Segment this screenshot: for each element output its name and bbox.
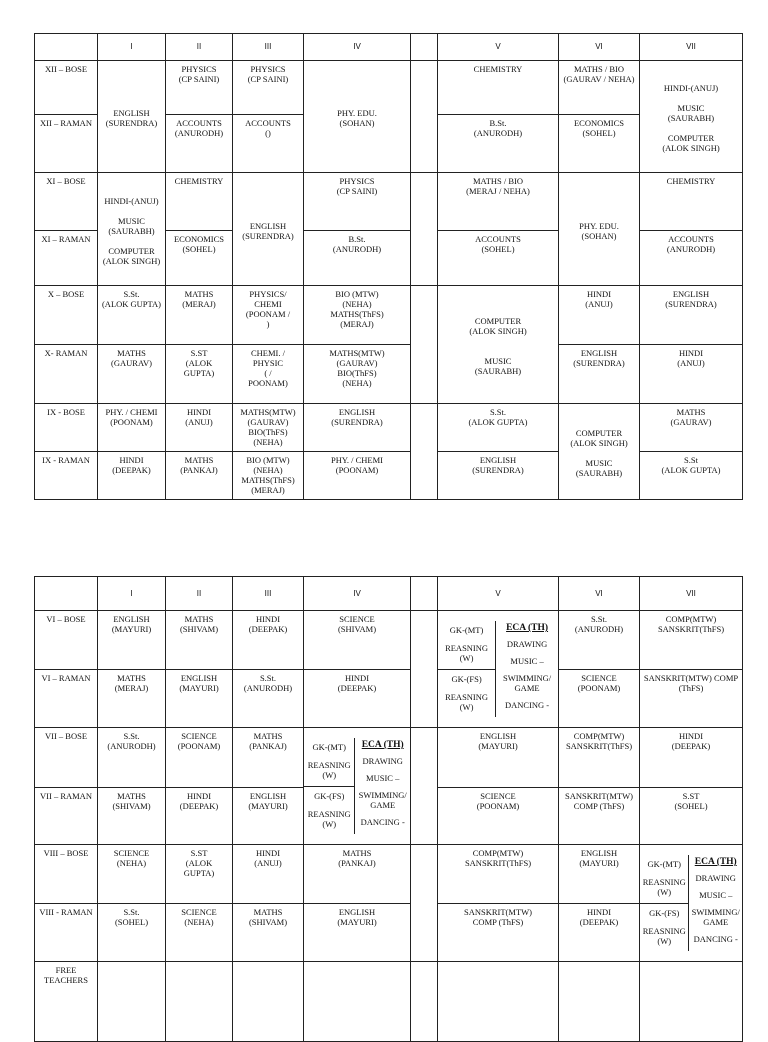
row-viii-raman — [35, 903, 743, 962]
header-period-7: VII — [640, 577, 743, 611]
row-vii-bose — [35, 728, 743, 788]
cell: ENGLISH (MAYURI) — [166, 669, 233, 728]
gk-fs-label: GK-(FS) — [438, 669, 495, 690]
break-column — [411, 577, 438, 611]
row-xi-bose — [35, 173, 743, 231]
gk-mt-label: GK-(MT) — [449, 625, 484, 635]
class-label: IX - BOSE — [35, 404, 98, 452]
reasoning-label: REASNING (W) — [307, 760, 351, 780]
header-period-2: II — [166, 577, 233, 611]
break-column — [411, 286, 438, 404]
header-period-4: IV — [304, 34, 411, 61]
cell: HINDI (DEEPAK) — [559, 903, 640, 962]
cell: ENGLISH (MAYURI) — [98, 611, 166, 670]
cell: SCIENCE (NEHA) — [166, 903, 233, 962]
cell: SANSKRIT(MTW) COMP (ThFS) — [438, 903, 559, 962]
cell: ACCOUNTS (ANURODH) — [640, 231, 743, 286]
reasoning-label: REASNING (W) — [642, 877, 686, 897]
header-corner — [35, 34, 98, 61]
cell: ENGLISH (SURENDRA) — [98, 61, 166, 173]
gk-fs-label: GK-(FS) — [640, 903, 688, 924]
cell: ENGLISH (SURENDRA) — [438, 452, 559, 500]
cell: MATHS (SHIVAM) — [98, 787, 166, 845]
cell: BIO (MTW) (NEHA) MATHS(ThFS) (MERAJ) — [304, 286, 411, 345]
cell: B.St. (ANURODH) — [438, 115, 559, 173]
cell: ENGLISH (MAYURI) — [304, 903, 411, 962]
eca-grid — [438, 621, 558, 717]
cell: MATHS (GAURAV) — [98, 345, 166, 404]
row-x-raman — [35, 345, 743, 404]
cell — [166, 962, 233, 1042]
break-column — [411, 845, 438, 962]
break-column — [411, 404, 438, 500]
cell: CHEMISTRY — [640, 173, 743, 231]
cell: CHEMISTRY — [166, 173, 233, 231]
row-x-bose — [35, 286, 743, 345]
cell: MATHS (SHIVAM) — [166, 611, 233, 670]
eca-grid — [640, 855, 742, 951]
row-ix-bose — [35, 404, 743, 452]
break-column — [411, 962, 438, 1042]
row-vi-raman — [35, 669, 743, 728]
cell — [438, 962, 559, 1042]
eca-activity-column — [496, 621, 558, 717]
cell: PHYSICS (CP SAINI) — [166, 61, 233, 115]
cell: PHY. EDU. (SOHAN) — [559, 173, 640, 286]
class-label: XI – RAMAN — [35, 231, 98, 286]
cell — [233, 962, 304, 1042]
class-label: VI – RAMAN — [35, 669, 98, 728]
cell: ECONOMICS (SOHEL) — [559, 115, 640, 173]
eca-dancing: DANCING - — [693, 934, 738, 944]
eca-block-vii — [304, 728, 411, 845]
cell: ENGLISH (SURENDRA) — [304, 404, 411, 452]
cell: S.ST (ALOK GUPTA) — [166, 845, 233, 904]
cell — [640, 962, 743, 1042]
row-xii-bose — [35, 61, 743, 115]
cell: HINDI-(ANUJ) MUSIC (SAURABH) COMPUTER (ALOK SINGH) — [98, 173, 166, 286]
break-column — [411, 728, 438, 845]
eca-swimming: SWIMMING/ GAME — [691, 907, 740, 927]
cell: PHYSICS/ CHEMI (POONAM / ) — [233, 286, 304, 345]
eca-swimming: SWIMMING/ GAME — [502, 673, 552, 693]
cell: S.St. (ANURODH) — [98, 728, 166, 788]
cell: SCIENCE (SHIVAM) — [304, 611, 411, 670]
cell — [98, 962, 166, 1042]
cell: HINDI (DEEPAK) — [166, 787, 233, 845]
class-label: X – BOSE — [35, 286, 98, 345]
eca-swimming: SWIMMING/ GAME — [358, 790, 407, 810]
header-period-6: VI — [559, 34, 640, 61]
cell: SANSKRIT(MTW) COMP (ThFS) — [640, 669, 743, 728]
class-label: VIII - RAMAN — [35, 903, 98, 962]
cell: BIO (MTW) (NEHA) MATHS(ThFS) (MERAJ) — [233, 452, 304, 500]
cell: HINDI (ANUJ) — [559, 286, 640, 345]
cell: MATHS (PANKAJ) — [166, 452, 233, 500]
eca-drawing: DRAWING — [362, 756, 403, 766]
class-label: FREE TEACHERS — [35, 962, 98, 1042]
cell: MATHS (PANKAJ) — [304, 845, 411, 904]
cell: ECONOMICS (SOHEL) — [166, 231, 233, 286]
cell: ENGLISH (MAYURI) — [559, 845, 640, 904]
eca-music: MUSIC – — [510, 656, 544, 666]
timetable-senior — [34, 33, 743, 500]
cell: ENGLISH (MAYURI) — [438, 728, 559, 788]
header-period-4: IV — [304, 577, 411, 611]
reasoning-label: REASNING (W) — [642, 926, 686, 946]
cell: PHY. / CHEMI (POONAM) — [304, 452, 411, 500]
header-row — [35, 577, 743, 611]
header-period-6: VI — [559, 577, 640, 611]
cell: SCIENCE (POONAM) — [438, 787, 559, 845]
cell: CHEMISTRY — [438, 61, 559, 115]
reasoning-label: REASNING (W) — [445, 643, 489, 663]
class-label: VI – BOSE — [35, 611, 98, 670]
class-label: VII – RAMAN — [35, 787, 98, 845]
cell: HINDI (DEEPAK) — [98, 452, 166, 500]
cell: PHYSICS (CP SAINI) — [233, 61, 304, 115]
cell: HINDI (DEEPAK) — [640, 728, 743, 788]
cell: S.St. (SOHEL) — [98, 903, 166, 962]
cell: MATHS (SHIVAM) — [233, 903, 304, 962]
class-label: XII – BOSE — [35, 61, 98, 115]
cell: HINDI-(ANUJ) MUSIC (SAURABH) COMPUTER (ALOK SINGH) — [640, 61, 743, 173]
row-viii-bose — [35, 845, 743, 904]
break-column — [411, 173, 438, 286]
gk-mt-label: GK-(MT) — [312, 742, 346, 752]
cell: ENGLISH (SURENDRA) — [559, 345, 640, 404]
reasoning-label: REASNING (W) — [445, 692, 489, 712]
eca-block-vi — [438, 611, 559, 728]
cell: S.St. (ALOK GUPTA) — [438, 404, 559, 452]
cell: B.St. (ANURODH) — [304, 231, 411, 286]
cell: COMPUTER (ALOK SINGH) MUSIC (SAURABH) — [438, 286, 559, 404]
header-period-5: V — [438, 577, 559, 611]
cell: MATHS / BIO (MERAJ / NEHA) — [438, 173, 559, 231]
eca-music: MUSIC – — [366, 773, 400, 783]
cell: COMP(MTW) SANSKRIT(ThFS) — [559, 728, 640, 788]
row-free-teachers — [35, 962, 743, 1042]
cell: CHEMI. / PHYSIC ( / POONAM) — [233, 345, 304, 404]
header-period-7: VII — [640, 34, 743, 61]
cell: HINDI (ANUJ) — [166, 404, 233, 452]
eca-dancing: DANCING - — [504, 700, 550, 710]
cell: MATHS / BIO (GAURAV / NEHA) — [559, 61, 640, 115]
eca-gk-column — [304, 738, 355, 834]
cell: MATHS (MERAJ) — [98, 669, 166, 728]
header-period-5: V — [438, 34, 559, 61]
cell: HINDI (ANUJ) — [640, 345, 743, 404]
row-vi-bose — [35, 611, 743, 670]
class-label: XII – RAMAN — [35, 115, 98, 173]
reasoning-label: REASNING (W) — [307, 809, 351, 829]
cell: S.St (ALOK GUPTA) — [640, 452, 743, 500]
header-period-1: I — [98, 577, 166, 611]
eca-drawing: DRAWING — [506, 639, 548, 649]
cell: PHYSICS (CP SAINI) — [304, 173, 411, 231]
cell: COMPUTER (ALOK SINGH) MUSIC (SAURABH) — [559, 404, 640, 500]
header-period-1: I — [98, 34, 166, 61]
eca-drawing: DRAWING — [695, 873, 736, 883]
gk-fs-label: GK-(FS) — [304, 786, 354, 807]
cell — [559, 962, 640, 1042]
header-period-2: II — [166, 34, 233, 61]
header-period-3: III — [233, 34, 304, 61]
class-label: XI – BOSE — [35, 173, 98, 231]
class-label: VII – BOSE — [35, 728, 98, 788]
eca-activity-column — [689, 855, 742, 951]
break-column — [411, 61, 438, 173]
cell: COMP(MTW) SANSKRIT(ThFS) — [438, 845, 559, 904]
cell: ENGLISH (MAYURI) — [233, 787, 304, 845]
eca-activity-column — [355, 738, 410, 834]
timetable-junior — [34, 576, 743, 1042]
cell: MATHS (PANKAJ) — [233, 728, 304, 788]
eca-block-viii — [640, 845, 743, 962]
cell — [304, 962, 411, 1042]
cell: ACCOUNTS (ANURODH) — [166, 115, 233, 173]
cell: S.St. (ANURODH) — [559, 611, 640, 670]
cell: MATHS (MERAJ) — [166, 286, 233, 345]
cell: S.ST (ALOK GUPTA) — [166, 345, 233, 404]
cell: ACCOUNTS (SOHEL) — [438, 231, 559, 286]
cell: HINDI (ANUJ) — [233, 845, 304, 904]
cell: MATHS(MTW) (GAURAV) BIO(ThFS) (NEHA) — [304, 345, 411, 404]
cell: HINDI (DEEPAK) — [233, 611, 304, 670]
eca-title: ECA (TH) — [694, 857, 737, 867]
cell: S.St. (ALOK GUPTA) — [98, 286, 166, 345]
header-corner — [35, 577, 98, 611]
cell: MATHS (GAURAV) — [640, 404, 743, 452]
cell: COMP(MTW) SANSKRIT(ThFS) — [640, 611, 743, 670]
cell: PHY. / CHEMI (POONAM) — [98, 404, 166, 452]
cell: SCIENCE (POONAM) — [559, 669, 640, 728]
cell: SCIENCE (POONAM) — [166, 728, 233, 788]
cell: S.ST (SOHEL) — [640, 787, 743, 845]
cell: S.St. (ANURODH) — [233, 669, 304, 728]
header-period-3: III — [233, 577, 304, 611]
cell: HINDI (DEEPAK) — [304, 669, 411, 728]
cell: ACCOUNTS () — [233, 115, 304, 173]
eca-music: MUSIC – — [699, 890, 733, 900]
eca-dancing: DANCING - — [360, 817, 405, 827]
cell: SCIENCE (NEHA) — [98, 845, 166, 904]
cell: SANSKRIT(MTW) COMP (ThFS) — [559, 787, 640, 845]
class-label: IX - RAMAN — [35, 452, 98, 500]
class-label: VIII – BOSE — [35, 845, 98, 904]
class-label: X- RAMAN — [35, 345, 98, 404]
cell: PHY. EDU. (SOHAN) — [304, 61, 411, 173]
eca-title: ECA (TH) — [506, 623, 549, 633]
break-column — [411, 611, 438, 728]
cell: MATHS(MTW) (GAURAV) BIO(ThFS) (NEHA) — [233, 404, 304, 452]
eca-grid — [304, 738, 410, 834]
break-column — [411, 34, 438, 61]
eca-title: ECA (TH) — [361, 740, 404, 750]
eca-gk-column — [640, 855, 689, 951]
gk-mt-label: GK-(MT) — [647, 859, 681, 869]
eca-gk-column — [438, 621, 496, 717]
header-row — [35, 34, 743, 61]
cell: ENGLISH (SURENDRA) — [640, 286, 743, 345]
cell: ENGLISH (SURENDRA) — [233, 173, 304, 286]
